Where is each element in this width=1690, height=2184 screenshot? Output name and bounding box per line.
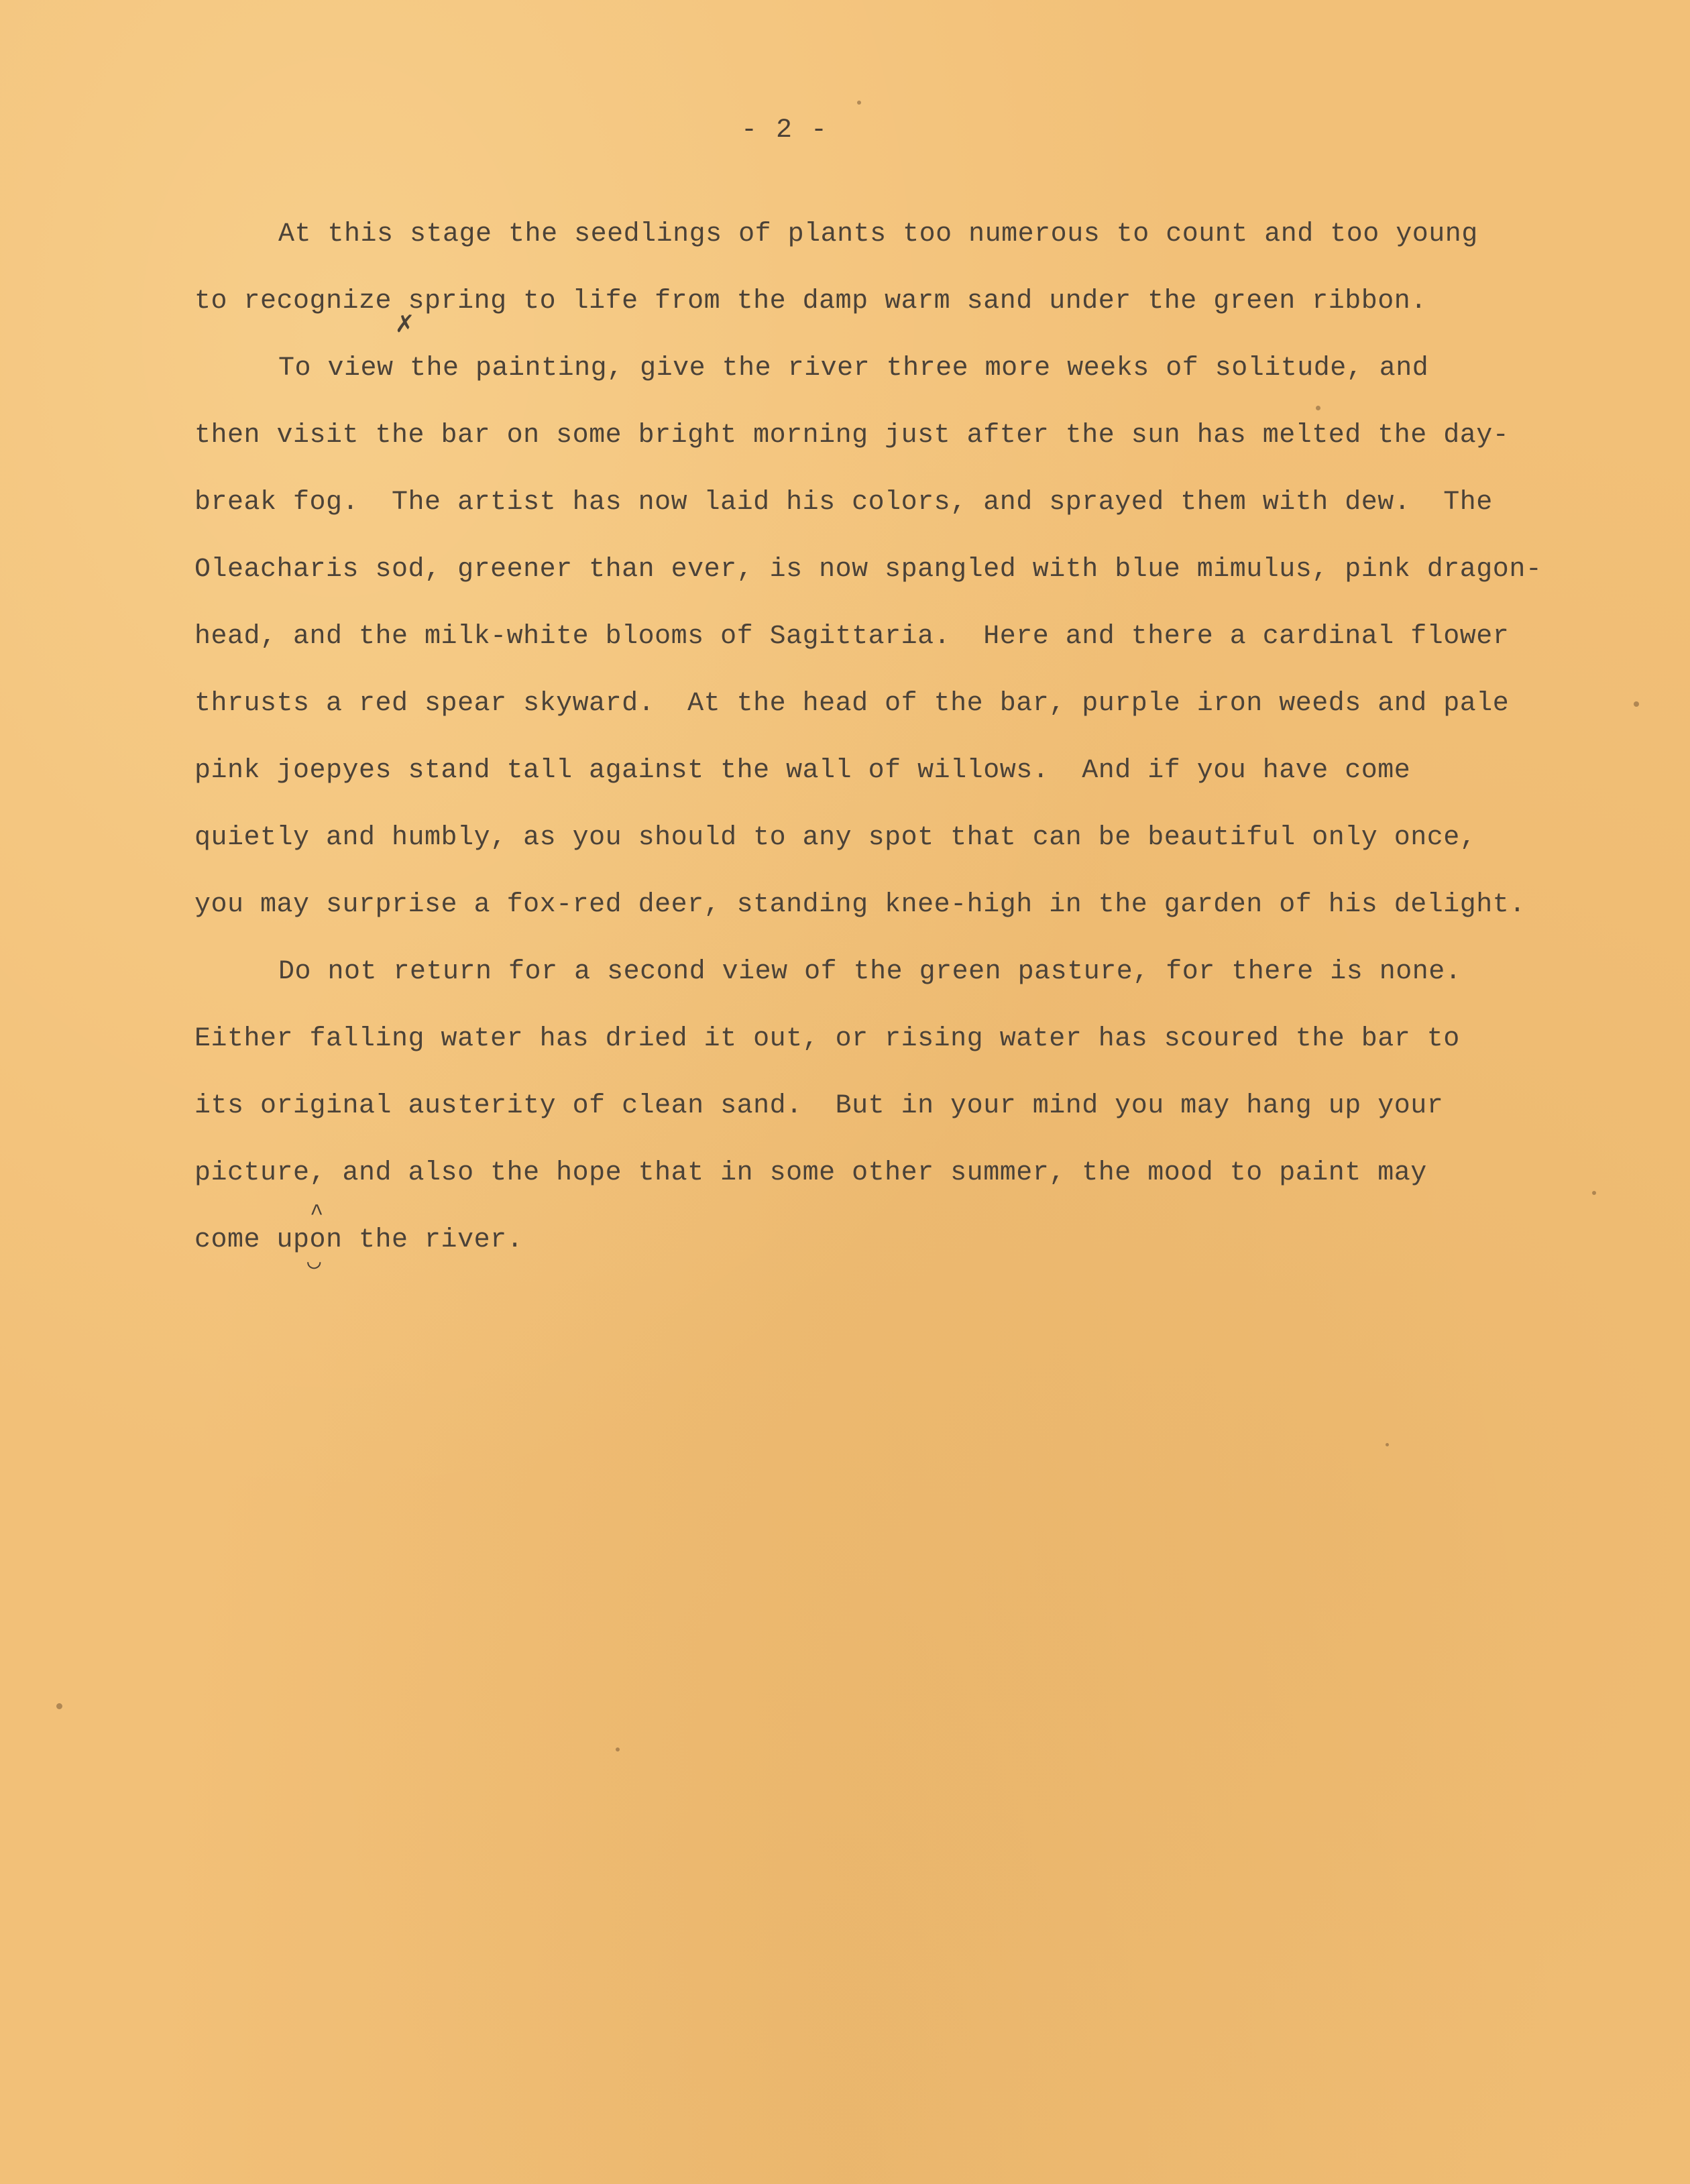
text-line: quietly and humbly, as you should to any spot that can be beautiful only once,: [194, 823, 1477, 853]
deletion-mark-icon: ✗: [396, 308, 414, 341]
text-line: to recognize spring to life from the damp warm sand under the green ribbon.: [194, 286, 1427, 317]
text-line: break fog. The artist has now laid his colors, and sprayed them with dew. The: [194, 487, 1493, 518]
text-line: thrusts a red spear skyward. At the head of the bar, purple iron weeds and pale: [194, 689, 1510, 719]
paper-speck: [56, 1703, 62, 1709]
text-line: Do not return for a second view of the green pasture, for there is none.: [278, 957, 1462, 987]
close-up-bottom-mark-icon: ◡: [307, 1250, 321, 1275]
text-line: come upon the river.: [194, 1225, 524, 1255]
paper-speck: [857, 101, 861, 105]
paper-speck: [616, 1747, 620, 1751]
paper-speck: [1386, 1443, 1389, 1446]
close-up-top-mark-icon: ^: [310, 1202, 324, 1227]
text-line: To view the painting, give the river three more weeks of solitude, and: [278, 353, 1429, 384]
text-line: Either falling water has dried it out, or rising water has scoured the bar to: [194, 1024, 1460, 1054]
text-line: you may surprise a fox-red deer, standing knee-high in the garden of his delight.: [194, 890, 1526, 920]
page-number: - 2 -: [740, 115, 829, 146]
paper-speck: [1592, 1191, 1596, 1195]
text-line: its original austerity of clean sand. But in your mind you may hang up your: [194, 1091, 1444, 1121]
paper-speck: [1316, 406, 1320, 410]
text-line: head, and the milk-white blooms of Sagittaria. Here and there a cardinal flower: [194, 622, 1510, 652]
text-line: Oleacharis sod, greener than ever, is now spangled with blue mimulus, pink dragon-: [194, 555, 1542, 585]
text-line: pink joepyes stand tall against the wall of willows. And if you have come: [194, 756, 1411, 786]
text-line: picture, and also the hope that in some other summer, the mood to paint may: [194, 1158, 1427, 1188]
text-line: At this stage the seedlings of plants too numerous to count and too young: [278, 219, 1478, 249]
paper-speck: [1634, 701, 1639, 707]
text-line: then visit the bar on some bright morning just after the sun has melted the day-: [194, 420, 1510, 451]
